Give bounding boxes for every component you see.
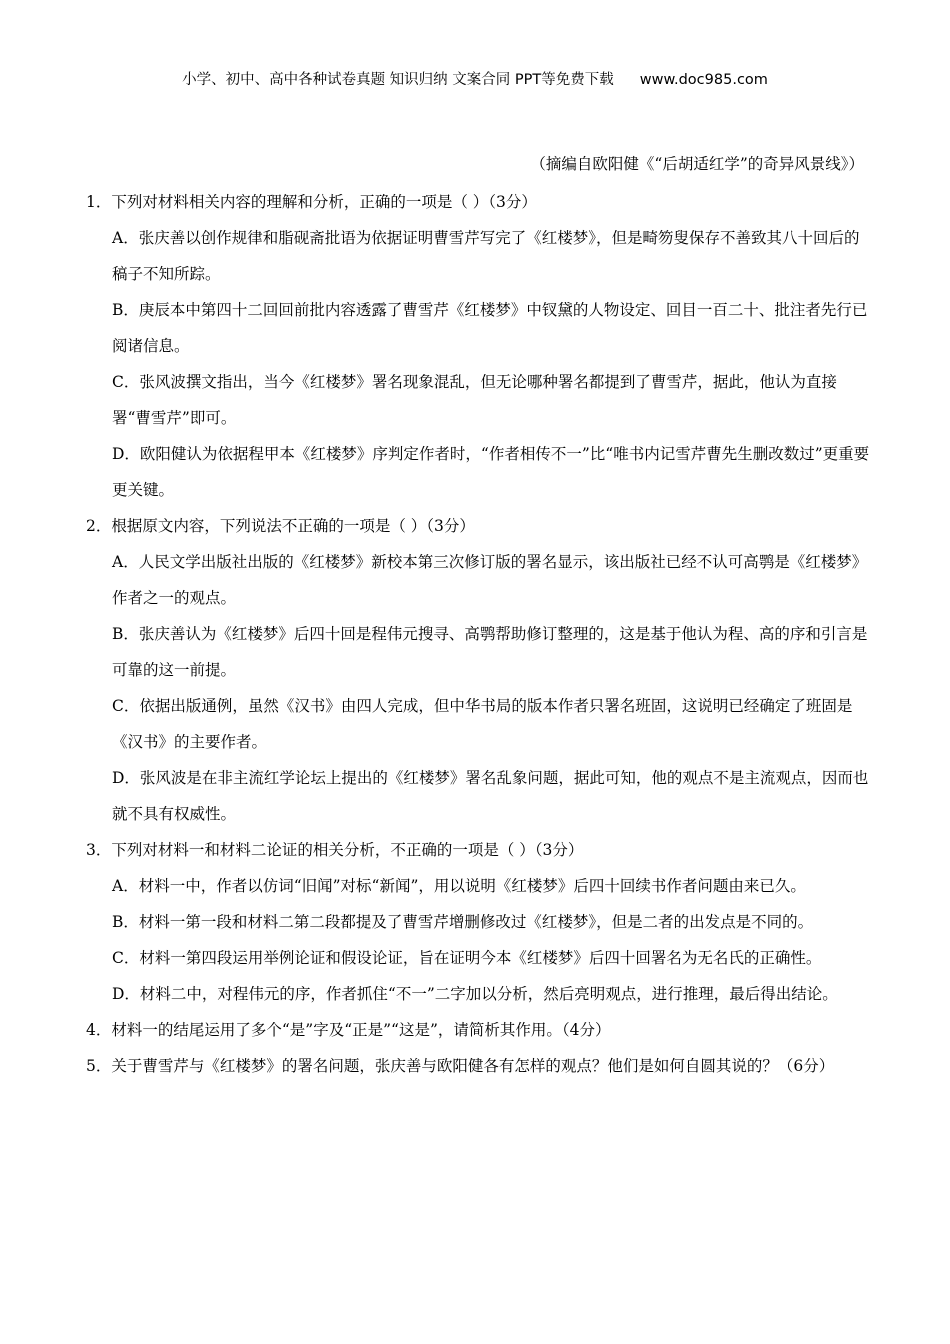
option-d: D．材料二中，对程伟元的序，作者抓住“不一”二字加以分析，然后亮明观点，进行推理，最后得出结论。: [112, 985, 838, 1003]
option-b: B．庚辰本中第四十二回回前批内容透露了曹雪芹《红楼梦》中钗黛的人物设定、回目一百二十、批注者先行已阅诸信息。: [112, 301, 868, 355]
option-c: C．张风波撰文指出，当今《红楼梦》署名现象混乱，但无论哪种署名都提到了曹雪芹，据此，他认为直接署“曹雪芹”即可。: [112, 373, 837, 427]
question-text: 5．关于曹雪芹与《红楼梦》的署名问题，张庆善与欧阳健各有怎样的观点？他们是如何自圆其说的？（6分）: [86, 1057, 835, 1075]
option-a: A．张庆善以创作规律和脂砚斋批语为依据证明曹雪芹写完了《红楼梦》，但是畸笏叟保存不善致其八十回后的稿子不知所踪。: [112, 229, 860, 283]
question-list: [86, 184, 871, 1084]
option-c: C．依据出版通例，虽然《汉书》由四人完成，但中华书局的版本作者只署名班固，这说明已经确定了班固是《汉书》的主要作者。: [112, 697, 853, 751]
question-text: 1．下列对材料相关内容的理解和分析，正确的一项是（ ）（3分）: [86, 193, 537, 211]
question-text: 4．材料一的结尾运用了多个“是”字及“正是”“这是”，请简析其作用。（4分）: [86, 1021, 611, 1039]
question-1: [86, 184, 871, 508]
option-c: C．材料一第四段运用举例论证和假设论证，旨在证明今本《红楼梦》后四十回署名为无名氏的正确性。: [112, 949, 822, 967]
option-b: B．张庆善认为《红楼梦》后四十回是程伟元搜寻、高鹗帮助修订整理的，这是基于他认为程、高的序和引言是可靠的这一前提。: [112, 625, 868, 679]
question-4: [86, 1012, 871, 1048]
question-text: 3．下列对材料一和材料二论证的相关分析，不正确的一项是（ ）（3分）: [86, 841, 584, 859]
option-b: B．材料一第一段和材料二第二段都提及了曹雪芹增删修改过《红楼梦》，但是二者的出发点是不同的。: [112, 913, 814, 931]
option-d: D．张风波是在非主流红学论坛上提出的《红楼梦》署名乱象问题，据此可知，他的观点不是主流观点，因而也就不具有权威性。: [112, 769, 869, 823]
question-3: [86, 832, 871, 1012]
page-header: [0, 68, 950, 89]
option-a: A．材料一中，作者以仿词“旧闻”对标“新闻”，用以说明《红楼梦》后四十回续书作者问题由来已久。: [112, 877, 806, 895]
option-d: D．欧阳健认为依据程甲本《红楼梦》序判定作者时，“作者相传不一”比“唯书内记雪芹曹先生删改数过”更重要更关键。: [112, 445, 870, 499]
source-citation: （摘编自欧阳健《“后胡适红学”的奇异风景线》）: [530, 155, 864, 173]
question-2: [86, 508, 871, 832]
option-a: A．人民文学出版社出版的《红楼梦》新校本第三次修订版的署名显示，该出版社已经不认可高鹗是《红楼梦》作者之一的观点。: [112, 553, 868, 607]
question-5: [86, 1048, 871, 1084]
header-text: 小学、初中、高中各种试卷真题 知识归纳 文案合同 PPT等免费下载: [182, 72, 614, 88]
question-text: 2．根据原文内容，下列说法不正确的一项是（ ）（3分）: [86, 517, 475, 535]
header-url[interactable]: www.doc985.com: [639, 72, 768, 88]
